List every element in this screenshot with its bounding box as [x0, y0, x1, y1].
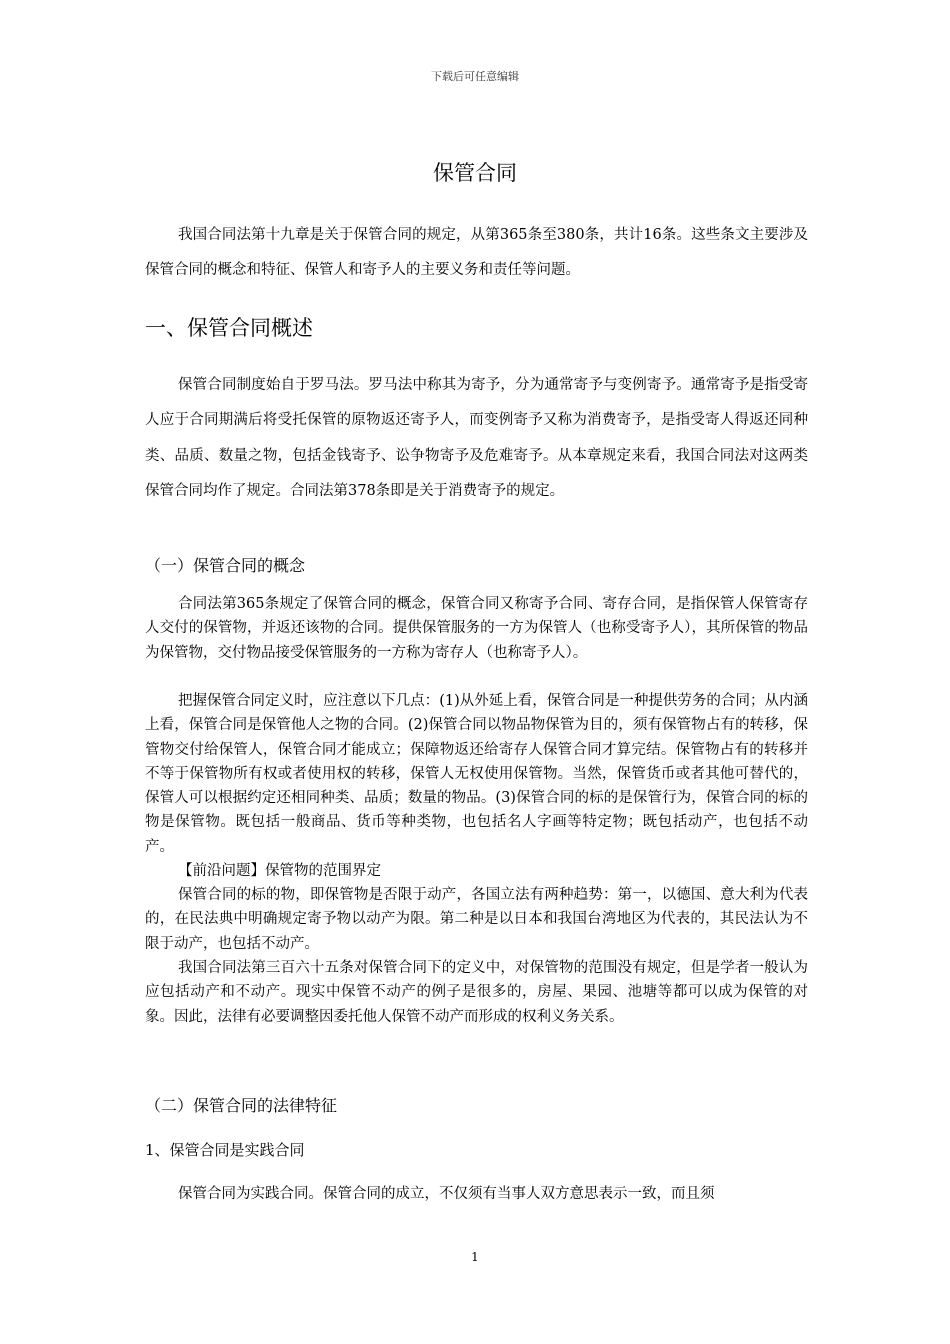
overview-paragraph: 保管合同制度始自于罗马法。罗马法中称其为寄予，分为通常寄予与变例寄予。通常寄予是指受寄人应于合同期满后将受托保管的原物返还寄予人，而变例寄予又称为消费寄予，是指受寄人得返还同种类、品质、数量之物，包括金钱寄予、讼争物寄予及危难寄予。从本章规定来看，我国合同法对这两类保管合同均作了规定。合同法第378条即是关于消费寄予的规定。 [145, 377, 808, 499]
document-title: 保管合同 [433, 161, 517, 185]
page-number: 1 [471, 1250, 479, 1264]
concept-paragraph-2: 把握保管合同定义时，应注意以下几点：(1)从外延上看，保管合同是一种提供劳务的合同；从内涵上看，保管合同是保管他人之物的合同。(2)保管合同以物品物保管为目的，须有保管物占有的转移，保管物交付给保管人，保管合同才能成立；保障物返还给寄存人保管合同才算完结。保管物占有的转移并不等于保管物所有权或者使用权的转移，保管人无权使用保管物。当然，保管货币或者其他可替代的，保管人可以根据约定还相同种类、品质；数量的物品。(3)保管合同的标的是保管行为，保管合同的标的物是保管物。既包括一般商品、货币等种类物，也包括名人字画等特定物；既包括动产，也包括不动产。 [145, 693, 808, 855]
concept-paragraph-4: 我国合同法第三百六十五条对保管合同下的定义中，对保管物的范围没有规定，但是学者一般认为应包括动产和不动产。现实中保管不动产的例子是很多的，房屋、果园、池塘等都可以成为保管的对象。因此，法律有必要调整因委托他人保管不动产而形成的权利义务关系。 [145, 960, 808, 1025]
section-heading-overview: 一、保管合同概述 [145, 316, 313, 340]
header-note: 下载后可任意编辑 [431, 70, 519, 83]
concept-paragraph-3: 保管合同的标的物，即保管物是否限于动产，各国立法有两种趋势：第一，以德国、意大利为代表的，在民法典中明确规定寄予物以动产为限。第二种是以日本和我国台湾地区为代表的，其民法认为不限于动产，也包括不动产。 [145, 887, 808, 952]
frontier-issue-line: 【前沿问题】保管物的范围界定 [178, 863, 381, 879]
item-heading-practice-contract: 1、保管合同是实践合同 [145, 1141, 305, 1159]
subsection-heading-features: （二）保管合同的法律特征 [145, 1096, 338, 1115]
concept-paragraph-1: 合同法第365条规定了保管合同的概念，保管合同又称寄予合同、寄存合同，是指保管人保管寄存人交付的保管物，并返还该物的合同。提供保管服务的一方为保管人（也称受寄予人），其所保管的物品为保管物，交付物品接受保管服务的一方称为寄存人（也称寄予人）。 [145, 596, 808, 661]
intro-paragraph: 我国合同法第十九章是关于保管合同的规定，从第365条至380条，共计16条。这些条文主要涉及保管合同的概念和特征、保管人和寄予人的主要义务和责任等问题。 [145, 227, 808, 279]
subsection-heading-concept: （一）保管合同的概念 [145, 556, 306, 575]
practice-contract-paragraph: 保管合同为实践合同。保管合同的成立，不仅须有当事人双方意思表示一致，而且须 [178, 1186, 715, 1202]
